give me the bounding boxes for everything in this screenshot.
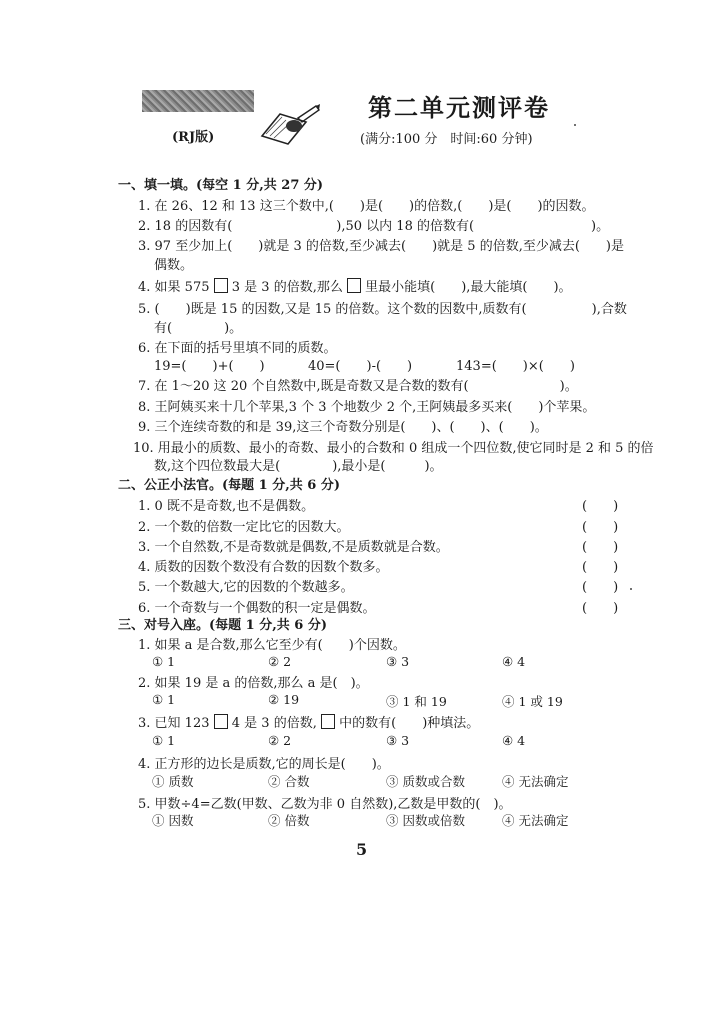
s1-question-10-line1: 10. 用最小的质数、最小的奇数、最小的合数和 0 组成一个四位数,使它同时是 2 和 5 的倍 <box>133 441 654 456</box>
s3-q3-part2: 4 是 3 的倍数, <box>231 716 317 731</box>
page-title: 第二单元测评卷 <box>368 93 550 122</box>
s3-q3-option: ④ 4 <box>502 733 526 748</box>
blank-box <box>347 278 361 293</box>
s1-q4-part3: 里最小能填( ),最大能填( )。 <box>365 280 572 295</box>
s3-question-3 <box>138 712 479 731</box>
s1-question-10-line2: 数,这个四位数最大是( ),最小是( )。 <box>154 459 443 474</box>
s3-q2-option: ① 1 <box>152 692 176 707</box>
s3-q5-option: ② 倍数 <box>268 813 310 828</box>
answer-paren: ( ) <box>582 540 619 555</box>
s3-q5-option: ① 因数 <box>152 813 194 828</box>
page-number: 5 <box>356 840 368 859</box>
answer-paren: ( ) <box>582 520 619 535</box>
s2-statement: 6. 一个奇数与一个偶数的积一定是偶数。 <box>138 601 376 616</box>
s2-statement: 3. 一个自然数,不是奇数就是偶数,不是质数就是合数。 <box>138 540 449 555</box>
s1-question-4 <box>138 276 572 295</box>
s3-q4-option: ③ 质数或合数 <box>386 774 465 789</box>
s1-q4-part2: 3 是 3 的倍数,那么 <box>231 280 343 295</box>
s3-q4-option: ④ 无法确定 <box>502 774 569 789</box>
section-3-title: 三、对号入座。(每题 1 分,共 6 分) <box>118 618 328 633</box>
blank-box <box>214 278 228 293</box>
s1-question-3-line1: 3. 97 至少加上( )就是 3 的倍数,至少减去( )就是 5 的倍数,至少减去( )是 <box>138 239 624 254</box>
s1-question-5-line2: 有( )。 <box>154 321 243 336</box>
s3-q3-option: ② 2 <box>268 733 292 748</box>
s1-question-2: 2. 18 的因数有( ),50 以内 18 的倍数有( )。 <box>138 219 610 234</box>
edition-label: (RJ版) <box>172 130 215 145</box>
s3-q1-option: ② 2 <box>268 654 292 669</box>
answer-paren: ( ) <box>582 580 619 595</box>
scan-speck <box>630 588 632 590</box>
s1-question-1: 1. 在 26、12 和 13 这三个数中,( )是( )的倍数,( )是( )的因数。 <box>138 199 595 214</box>
s3-question-4: 4. 正方形的边长是质数,它的周长是( )。 <box>138 757 390 772</box>
s3-q3-option: ① 1 <box>152 733 176 748</box>
book-pencil-icon <box>258 100 322 146</box>
scan-speck <box>574 124 576 126</box>
s3-q3-part3: 中的数有( )种填法。 <box>339 716 480 731</box>
s1-q6-equation-2: 40=( )-( ) <box>308 359 413 374</box>
s1-question-7: 7. 在 1～20 这 20 个自然数中,既是奇数又是合数的数有( )。 <box>138 379 578 394</box>
blank-box <box>321 714 335 729</box>
s3-q3-option: ③ 3 <box>386 733 410 748</box>
s2-statement: 5. 一个数越大,它的因数的个数越多。 <box>138 580 354 595</box>
s3-q2-option: ④ 1 或 19 <box>502 694 563 709</box>
s1-question-9: 9. 三个连续奇数的和是 39,这三个奇数分别是( )、( )、( )。 <box>138 420 548 435</box>
s3-question-2: 2. 如果 19 是 a 的倍数,那么 a 是( )。 <box>138 676 369 691</box>
section-1-title: 一、填一填。(每空 1 分,共 27 分) <box>118 178 324 193</box>
s1-question-8: 8. 王阿姨买来十几个苹果,3 个 3 个地数少 2 个,王阿姨最多买来( )个苹果。 <box>138 400 596 415</box>
s1-question-5-line1: 5. ( )既是 15 的因数,又是 15 的倍数。这个数的因数中,质数有( ),合数 <box>138 302 627 317</box>
s3-q4-option: ① 质数 <box>152 774 194 789</box>
s3-question-5: 5. 甲数÷4=乙数(甲数、乙数为非 0 自然数),乙数是甲数的( )。 <box>138 797 512 812</box>
s3-q5-option: ④ 无法确定 <box>502 813 569 828</box>
s3-q1-option: ① 1 <box>152 654 176 669</box>
s2-statement: 2. 一个数的倍数一定比它的因数大。 <box>138 520 350 535</box>
answer-paren: ( ) <box>582 499 619 514</box>
exam-meta: (满分:100 分 时间:60 分钟) <box>360 132 533 147</box>
s3-question-1: 1. 如果 a 是合数,那么它至少有( )个因数。 <box>138 638 406 653</box>
answer-paren: ( ) <box>582 601 619 616</box>
s1-q6-equation-3: 143=( )×( ) <box>456 359 575 374</box>
s3-q1-option: ④ 4 <box>502 654 526 669</box>
s3-q1-option: ③ 3 <box>386 654 410 669</box>
logo-banner <box>142 90 254 112</box>
blank-box <box>214 714 228 729</box>
s3-q5-option: ③ 因数或倍数 <box>386 813 465 828</box>
s1-q4-part1: 4. 如果 575 <box>138 280 210 295</box>
s1-q6-equation-1: 19=( )+( ) <box>154 359 265 374</box>
s1-question-3-line2: 偶数。 <box>154 258 194 273</box>
answer-paren: ( ) <box>582 560 619 575</box>
s3-q4-option: ② 合数 <box>268 774 310 789</box>
s3-q2-option: ③ 1 和 19 <box>386 694 447 709</box>
s2-statement: 1. 0 既不是奇数,也不是偶数。 <box>138 499 315 514</box>
section-2-title: 二、公正小法官。(每题 1 分,共 6 分) <box>118 478 341 493</box>
s1-question-6: 6. 在下面的括号里填不同的质数。 <box>138 341 337 356</box>
s3-q2-option: ② 19 <box>268 692 300 707</box>
s2-statement: 4. 质数的因数个数没有合数的因数个数多。 <box>138 560 389 575</box>
s3-q3-part1: 3. 已知 123 <box>138 716 210 731</box>
